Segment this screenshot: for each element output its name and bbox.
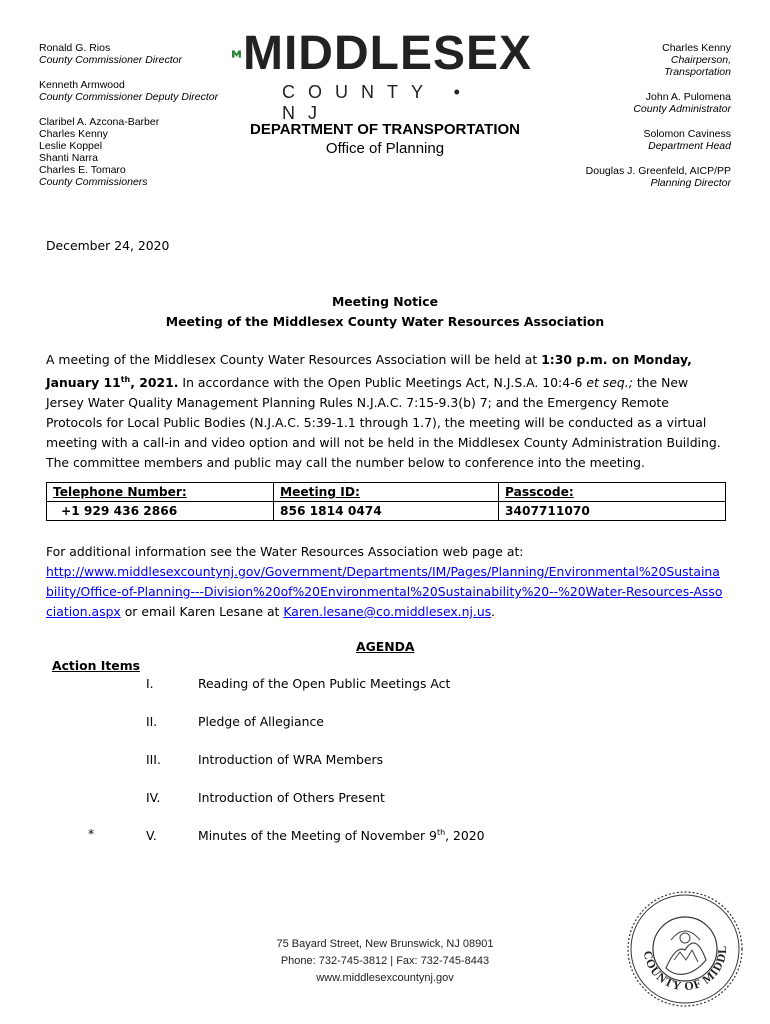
agenda-item-number: V. bbox=[146, 828, 157, 843]
meeting-paragraph: A meeting of the Middlesex County Water Resources Association will be held at 1:30 p.m. on Monday, January 11th, 2021. In accordance with the Open Public Meetings Act, N.J.S.A. 10:4-6 et seq.; the New Jersey Water Quality Management Planning Rules N.J.A.C. 7:15-9.3(b) 7; and the Emergency Remote Protocols for Local Public Bodies (N.J.A.C. 5:39-1.1 through 1.7), the meeting will be conducted as a virtual meeting with a call-in and video option and will not be held in the Middlesex County Administration Building. The committee members and public may call the number below to conference into the meeting. bbox=[46, 352, 721, 471]
logo-subtitle: COUNTY • NJ bbox=[282, 82, 473, 123]
officials-list bbox=[531, 42, 731, 202]
footer-contact bbox=[230, 936, 540, 987]
official-title: Department Head bbox=[648, 140, 731, 152]
commissioner-name: Charles E. Tomaro bbox=[39, 164, 126, 176]
commissioner-name: Kenneth Armwood bbox=[39, 79, 125, 91]
county-seal bbox=[626, 890, 744, 1008]
department-heading bbox=[230, 121, 540, 157]
official-name: John A. Pulomena bbox=[645, 91, 731, 103]
info-intro: For additional information see the Water Resources Association web page at: bbox=[46, 544, 524, 559]
wra-web-link[interactable]: http://www.middlesexcountynj.gov/Government/Departments/IM/Pages/Planning/Environmental%20Sustainability/Office-of-Planning---Division%20of%20Environmental%20Sustainability%20--%20Water-Resources-Association.aspx bbox=[46, 564, 723, 619]
agenda-item-number: II. bbox=[146, 714, 158, 729]
official-title: Transportation bbox=[664, 66, 731, 78]
letter-date: December 24, 2020 bbox=[46, 238, 170, 253]
telephone-value: +1 929 436 2866 bbox=[47, 502, 274, 521]
notice-line1: Meeting Notice bbox=[331, 294, 439, 309]
commissioner-name: Claribel A. Azcona-Barber bbox=[39, 116, 160, 128]
logo-wordmark: MIDDLESEX bbox=[242, 27, 532, 80]
action-marker: * bbox=[88, 826, 95, 841]
agenda-item-number: III. bbox=[146, 752, 161, 767]
footer-website: www.middlesexcountynj.gov bbox=[316, 972, 454, 984]
commissioner-name: Leslie Koppel bbox=[39, 140, 103, 152]
passcode-header: Passcode: bbox=[499, 483, 726, 502]
notice-line2: Meeting of the Middlesex County Water Resources Association bbox=[165, 314, 605, 329]
dial-in-table bbox=[46, 482, 726, 521]
agenda-item-text: Pledge of Allegiance bbox=[198, 714, 324, 729]
notice-title bbox=[46, 292, 724, 332]
commissioner-name: Charles Kenny bbox=[39, 128, 108, 140]
commissioner-title: County Commissioner Director bbox=[39, 54, 182, 66]
official-name: Solomon Caviness bbox=[643, 128, 731, 140]
middlesex-logo bbox=[232, 27, 532, 124]
agenda-item-text: Introduction of Others Present bbox=[198, 790, 385, 805]
official-name: Charles Kenny bbox=[662, 42, 731, 54]
meeting-id-value: 856 1814 0474 bbox=[274, 502, 499, 521]
email-link[interactable]: Karen.lesane@co.middlesex.nj.us bbox=[283, 604, 492, 619]
telephone-header: Telephone Number: bbox=[47, 483, 274, 502]
agenda-item-text: Minutes of the Meeting of November 9th, 2020 bbox=[198, 828, 485, 844]
agenda-heading: AGENDA bbox=[356, 639, 415, 654]
commissioner-title: County Commissioners bbox=[39, 176, 148, 188]
department-name: DEPARTMENT OF TRANSPORTATION bbox=[250, 121, 520, 138]
agenda-item-number: IV. bbox=[146, 790, 161, 805]
agenda-item-text: Introduction of WRA Members bbox=[198, 752, 384, 767]
office-name: Office of Planning bbox=[325, 140, 445, 157]
official-title: Chairperson, bbox=[670, 54, 731, 66]
commissioner-title: County Commissioner Deputy Director bbox=[39, 91, 219, 103]
footer-phone: Phone: 732-745-3812 | Fax: 732-745-8443 bbox=[280, 955, 490, 967]
table-header-row bbox=[47, 483, 726, 502]
info-paragraph: For additional information see the Water Resources Association web page at: http://www.middlesexcountynj.gov/Government/Departments/IM/Pages/Planning/Environmental%20Sustainability/Office-of-Planning---Division%20of%20Environmental%20Sustainability%20--%20Water-Resources-Association.aspx or email Karen Lesane at Karen.lesane@co.middlesex.nj.us. bbox=[46, 542, 736, 622]
action-items-heading: Action Items bbox=[52, 658, 140, 673]
passcode-value: 3407711070 bbox=[499, 502, 726, 521]
seal-text: COUNTY OF MIDDL bbox=[640, 944, 730, 994]
table-row bbox=[47, 502, 726, 521]
seal-icon bbox=[626, 890, 744, 1008]
svg-text:COUNTY OF MIDDLESEX bbox=[626, 890, 729, 993]
footer-address: 75 Bayard Street, New Brunswick, NJ 08901 bbox=[276, 938, 494, 950]
meeting-id-header: Meeting ID: bbox=[274, 483, 499, 502]
agenda-item-number: I. bbox=[146, 676, 154, 691]
official-title: Planning Director bbox=[650, 177, 731, 189]
commissioner-name: Shanti Narra bbox=[39, 152, 98, 164]
official-title: County Administrator bbox=[633, 103, 731, 115]
official-name: Douglas J. Greenfeld, AICP/PP bbox=[585, 165, 731, 177]
agenda-item-text: Reading of the Open Public Meetings Act bbox=[198, 676, 451, 691]
commissioner-name: Ronald G. Rios bbox=[39, 42, 111, 54]
